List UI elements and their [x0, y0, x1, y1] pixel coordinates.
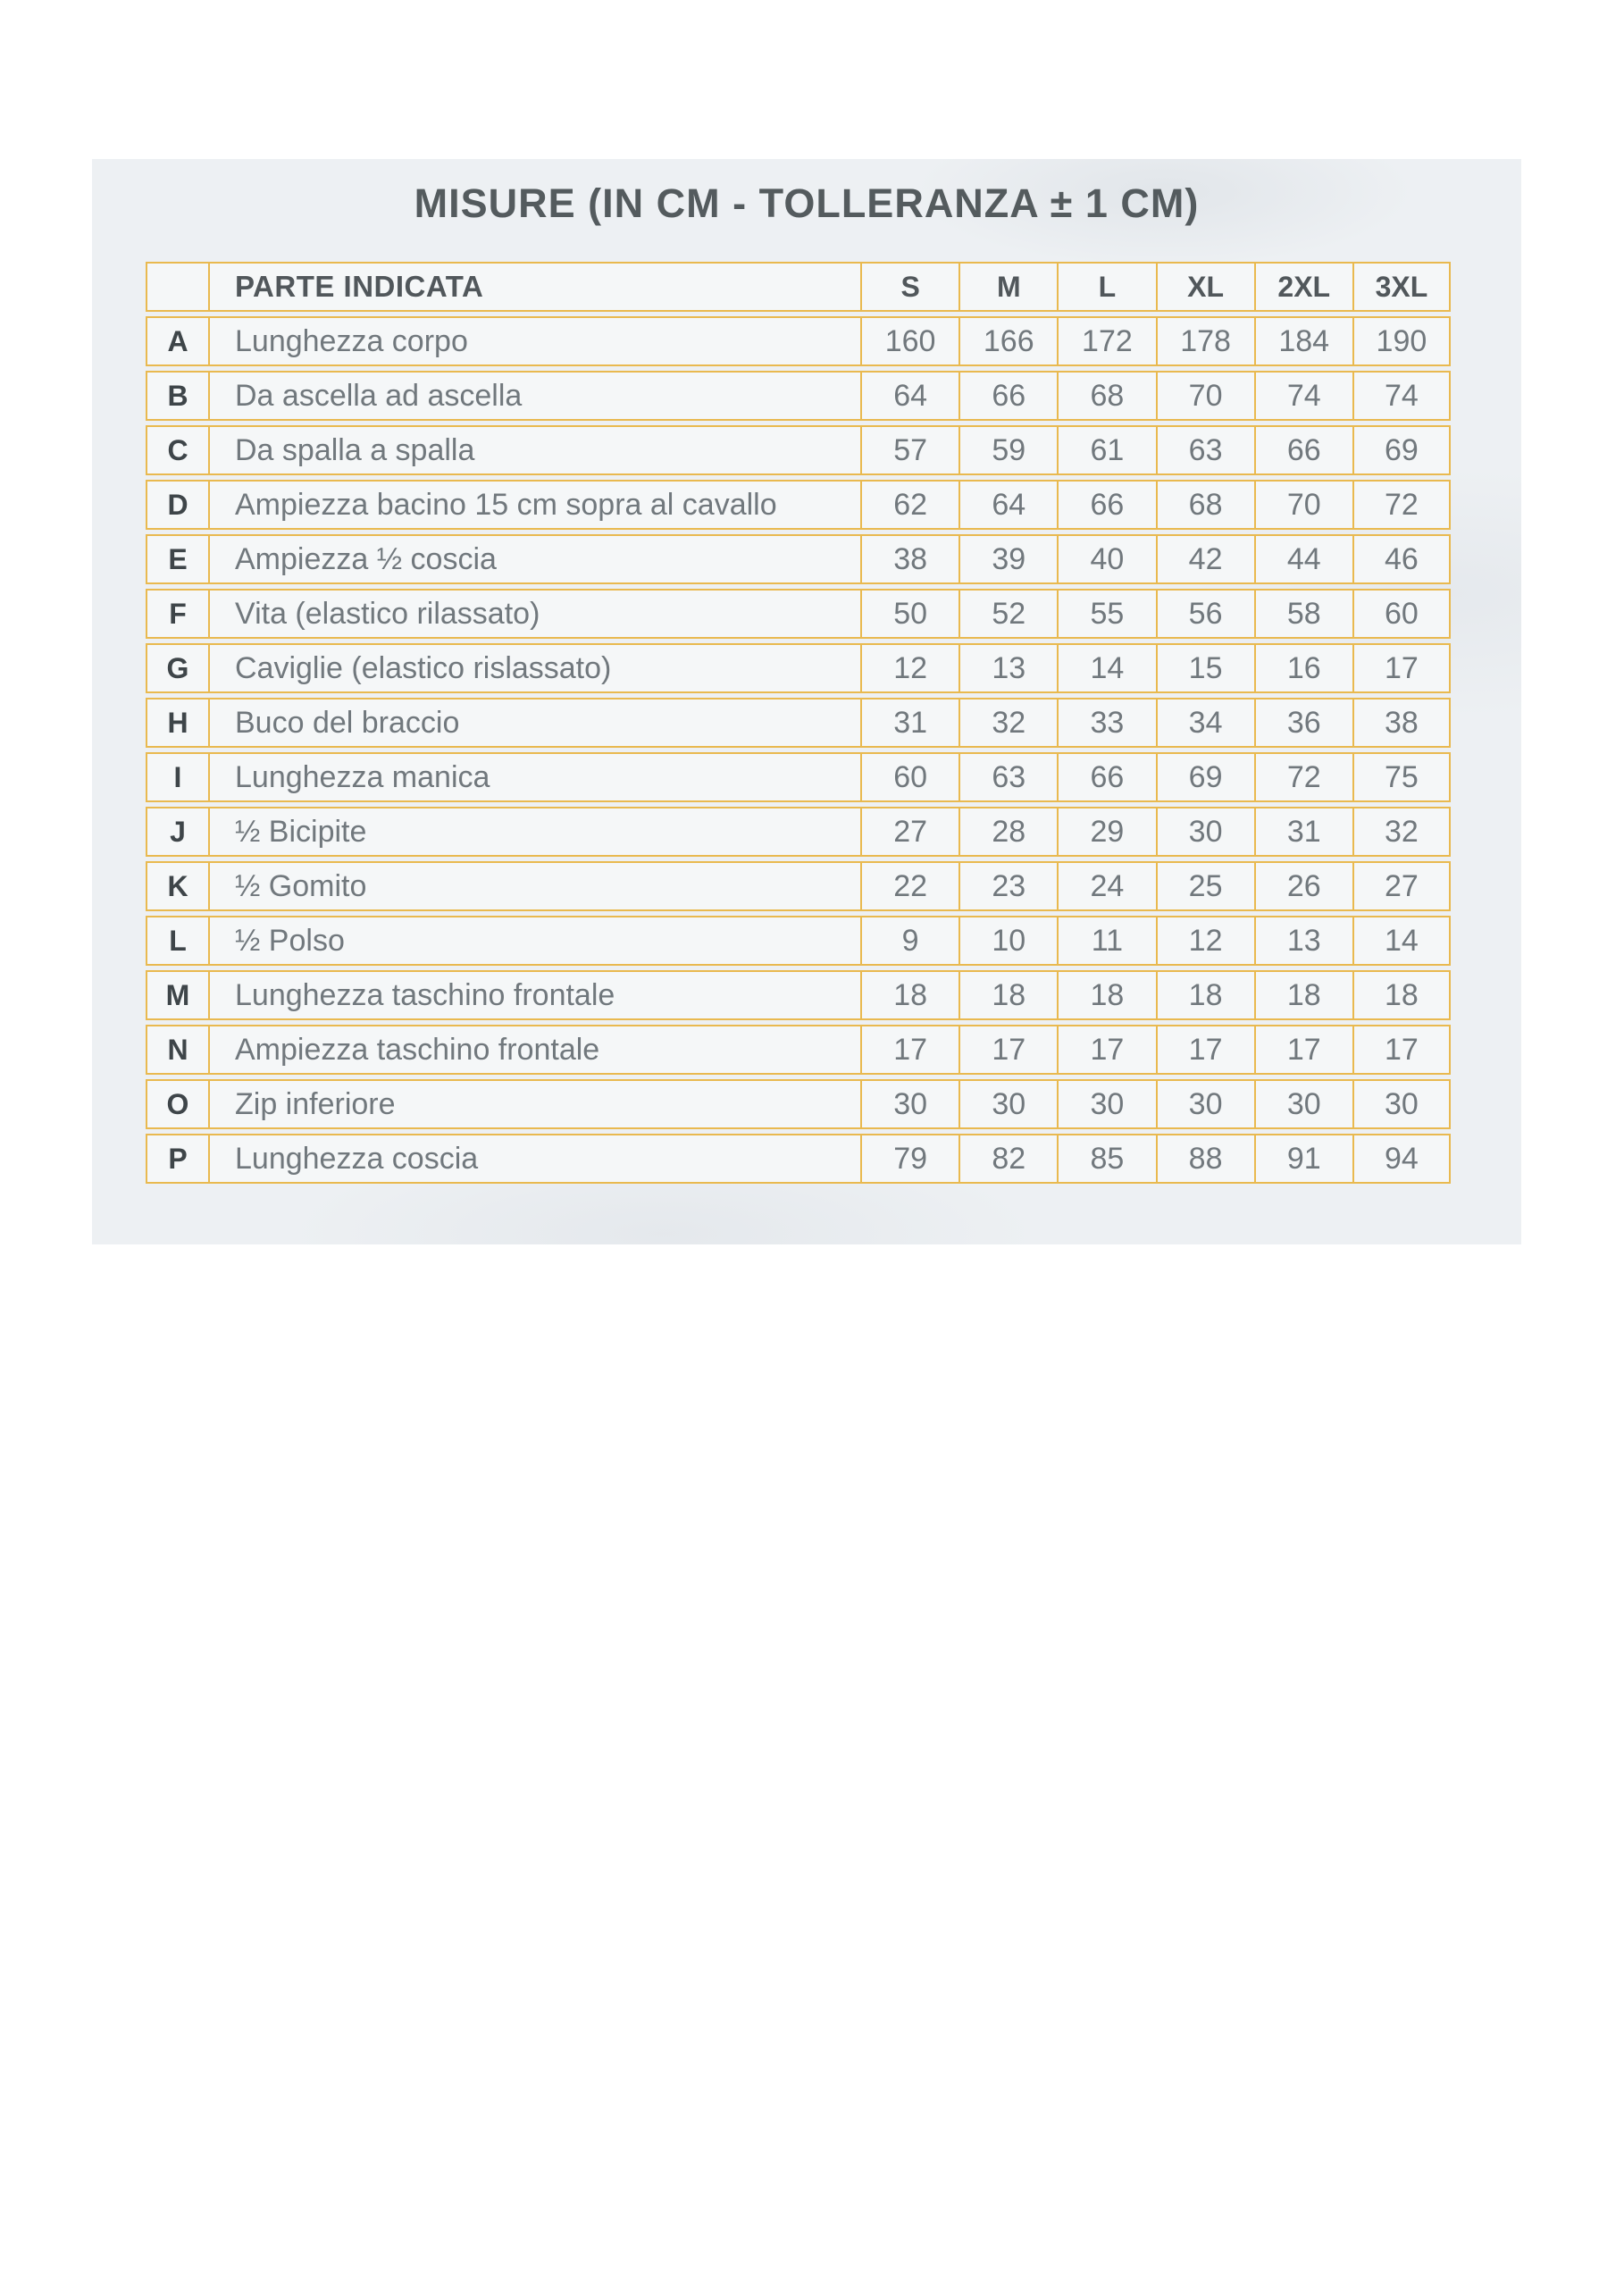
table-row — [146, 643, 1451, 693]
measurement-value: 70 — [1156, 371, 1254, 421]
table-row — [146, 371, 1451, 421]
measurement-value: 72 — [1352, 480, 1451, 530]
measurement-value: 74 — [1254, 371, 1352, 421]
page-title: MISURE (IN CM - TOLLERANZA ± 1 CM) — [414, 180, 1200, 226]
row-label: Lunghezza corpo — [208, 316, 860, 366]
table-row — [146, 534, 1451, 584]
table-row — [146, 1134, 1451, 1184]
measurement-value: 18 — [860, 970, 958, 1020]
row-letter: G — [146, 643, 208, 693]
measurement-value: 57 — [860, 425, 958, 475]
row-letter: H — [146, 698, 208, 748]
row-letter: D — [146, 480, 208, 530]
row-letter: B — [146, 371, 208, 421]
table-row — [146, 480, 1451, 530]
measurement-value: 166 — [958, 316, 1057, 366]
table-row — [146, 698, 1451, 748]
measurement-value: 30 — [958, 1079, 1057, 1129]
measurement-value: 66 — [1254, 425, 1352, 475]
row-label: ½ Bicipite — [208, 807, 860, 857]
table-row — [146, 589, 1451, 639]
measurement-value: 61 — [1057, 425, 1155, 475]
measurement-value: 59 — [958, 425, 1057, 475]
measurement-value: 94 — [1352, 1134, 1451, 1184]
measurement-value: 178 — [1156, 316, 1254, 366]
measurement-value: 69 — [1156, 752, 1254, 802]
row-letter: P — [146, 1134, 208, 1184]
table-row — [146, 425, 1451, 475]
measurement-value: 17 — [1352, 643, 1451, 693]
row-label: Ampiezza ½ coscia — [208, 534, 860, 584]
table-row — [146, 752, 1451, 802]
row-letter: K — [146, 861, 208, 911]
measurement-value: 36 — [1254, 698, 1352, 748]
measurement-value: 31 — [860, 698, 958, 748]
measurement-value: 63 — [1156, 425, 1254, 475]
measurement-value: 13 — [958, 643, 1057, 693]
row-letter: M — [146, 970, 208, 1020]
measurement-value: 31 — [1254, 807, 1352, 857]
size-column-header: S — [860, 262, 958, 312]
measurement-value: 13 — [1254, 916, 1352, 966]
measurement-value: 30 — [1352, 1079, 1451, 1129]
size-table-head — [146, 262, 1451, 312]
measurement-value: 26 — [1254, 861, 1352, 911]
row-letter: N — [146, 1025, 208, 1075]
measurement-value: 11 — [1057, 916, 1155, 966]
measurement-value: 75 — [1352, 752, 1451, 802]
row-label: Lunghezza manica — [208, 752, 860, 802]
measurement-value: 17 — [958, 1025, 1057, 1075]
measurement-value: 30 — [1057, 1079, 1155, 1129]
table-row — [146, 916, 1451, 966]
size-chart-panel — [92, 159, 1521, 1244]
table-row — [146, 807, 1451, 857]
measurement-value: 14 — [1057, 643, 1155, 693]
measurement-value: 85 — [1057, 1134, 1155, 1184]
measurement-value: 62 — [860, 480, 958, 530]
row-label: ½ Polso — [208, 916, 860, 966]
table-row — [146, 970, 1451, 1020]
measurement-value: 25 — [1156, 861, 1254, 911]
measurement-value: 52 — [958, 589, 1057, 639]
row-label: Buco del braccio — [208, 698, 860, 748]
measurement-value: 44 — [1254, 534, 1352, 584]
row-label: Vita (elastico rilassato) — [208, 589, 860, 639]
measurement-value: 42 — [1156, 534, 1254, 584]
measurement-value: 64 — [958, 480, 1057, 530]
row-label: Caviglie (elastico rislassato) — [208, 643, 860, 693]
measurement-value: 17 — [1057, 1025, 1155, 1075]
measurement-value: 58 — [1254, 589, 1352, 639]
row-label: Da ascella ad ascella — [208, 371, 860, 421]
part-column-header: PARTE INDICATA — [208, 262, 860, 312]
size-table — [146, 257, 1451, 1188]
measurement-value: 29 — [1057, 807, 1155, 857]
measurement-value: 34 — [1156, 698, 1254, 748]
measurement-value: 18 — [1156, 970, 1254, 1020]
row-letter: J — [146, 807, 208, 857]
row-letter: F — [146, 589, 208, 639]
measurement-value: 82 — [958, 1134, 1057, 1184]
measurement-value: 66 — [1057, 480, 1155, 530]
row-label: Lunghezza coscia — [208, 1134, 860, 1184]
measurement-value: 66 — [1057, 752, 1155, 802]
size-column-header: XL — [1156, 262, 1254, 312]
measurement-value: 32 — [958, 698, 1057, 748]
row-label: Zip inferiore — [208, 1079, 860, 1129]
row-label: Ampiezza taschino frontale — [208, 1025, 860, 1075]
measurement-value: 30 — [1156, 1079, 1254, 1129]
size-table-body — [146, 316, 1451, 1184]
measurement-value: 17 — [1156, 1025, 1254, 1075]
measurement-value: 68 — [1057, 371, 1155, 421]
measurement-value: 23 — [958, 861, 1057, 911]
measurement-value: 50 — [860, 589, 958, 639]
measurement-value: 24 — [1057, 861, 1155, 911]
letter-column-header — [146, 262, 208, 312]
measurement-value: 64 — [860, 371, 958, 421]
measurement-value: 18 — [1352, 970, 1451, 1020]
measurement-value: 32 — [1352, 807, 1451, 857]
measurement-value: 160 — [860, 316, 958, 366]
row-letter: I — [146, 752, 208, 802]
size-column-header: 3XL — [1352, 262, 1451, 312]
measurement-value: 55 — [1057, 589, 1155, 639]
measurement-value: 18 — [1254, 970, 1352, 1020]
measurement-value: 74 — [1352, 371, 1451, 421]
measurement-value: 30 — [1156, 807, 1254, 857]
size-column-header: L — [1057, 262, 1155, 312]
row-letter: A — [146, 316, 208, 366]
measurement-value: 39 — [958, 534, 1057, 584]
header-row — [146, 262, 1451, 312]
measurement-value: 38 — [1352, 698, 1451, 748]
table-row — [146, 316, 1451, 366]
row-label: Da spalla a spalla — [208, 425, 860, 475]
size-column-header: 2XL — [1254, 262, 1352, 312]
row-label: Ampiezza bacino 15 cm sopra al cavallo — [208, 480, 860, 530]
measurement-value: 56 — [1156, 589, 1254, 639]
table-row — [146, 861, 1451, 911]
row-letter: C — [146, 425, 208, 475]
measurement-value: 172 — [1057, 316, 1155, 366]
measurement-value: 184 — [1254, 316, 1352, 366]
measurement-value: 16 — [1254, 643, 1352, 693]
measurement-value: 79 — [860, 1134, 958, 1184]
measurement-value: 14 — [1352, 916, 1451, 966]
measurement-value: 91 — [1254, 1134, 1352, 1184]
row-label: ½ Gomito — [208, 861, 860, 911]
table-row — [146, 1079, 1451, 1129]
measurement-value: 17 — [1254, 1025, 1352, 1075]
measurement-value: 9 — [860, 916, 958, 966]
measurement-value: 40 — [1057, 534, 1155, 584]
measurement-value: 27 — [860, 807, 958, 857]
measurement-value: 17 — [1352, 1025, 1451, 1075]
measurement-value: 69 — [1352, 425, 1451, 475]
measurement-value: 10 — [958, 916, 1057, 966]
measurement-value: 63 — [958, 752, 1057, 802]
measurement-value: 12 — [860, 643, 958, 693]
measurement-value: 18 — [958, 970, 1057, 1020]
measurement-value: 18 — [1057, 970, 1155, 1020]
row-letter: O — [146, 1079, 208, 1129]
measurement-value: 68 — [1156, 480, 1254, 530]
row-letter: L — [146, 916, 208, 966]
row-label: Lunghezza taschino frontale — [208, 970, 860, 1020]
measurement-value: 72 — [1254, 752, 1352, 802]
measurement-value: 27 — [1352, 861, 1451, 911]
measurement-value: 30 — [1254, 1079, 1352, 1129]
measurement-value: 66 — [958, 371, 1057, 421]
measurement-value: 46 — [1352, 534, 1451, 584]
measurement-value: 38 — [860, 534, 958, 584]
measurement-value: 88 — [1156, 1134, 1254, 1184]
measurement-value: 33 — [1057, 698, 1155, 748]
measurement-value: 60 — [1352, 589, 1451, 639]
table-row — [146, 1025, 1451, 1075]
measurement-value: 15 — [1156, 643, 1254, 693]
size-column-header: M — [958, 262, 1057, 312]
measurement-value: 30 — [860, 1079, 958, 1129]
measurement-value: 60 — [860, 752, 958, 802]
measurement-value: 70 — [1254, 480, 1352, 530]
measurement-value: 12 — [1156, 916, 1254, 966]
measurement-value: 17 — [860, 1025, 958, 1075]
measurement-value: 190 — [1352, 316, 1451, 366]
measurement-value: 28 — [958, 807, 1057, 857]
row-letter: E — [146, 534, 208, 584]
measurement-value: 22 — [860, 861, 958, 911]
